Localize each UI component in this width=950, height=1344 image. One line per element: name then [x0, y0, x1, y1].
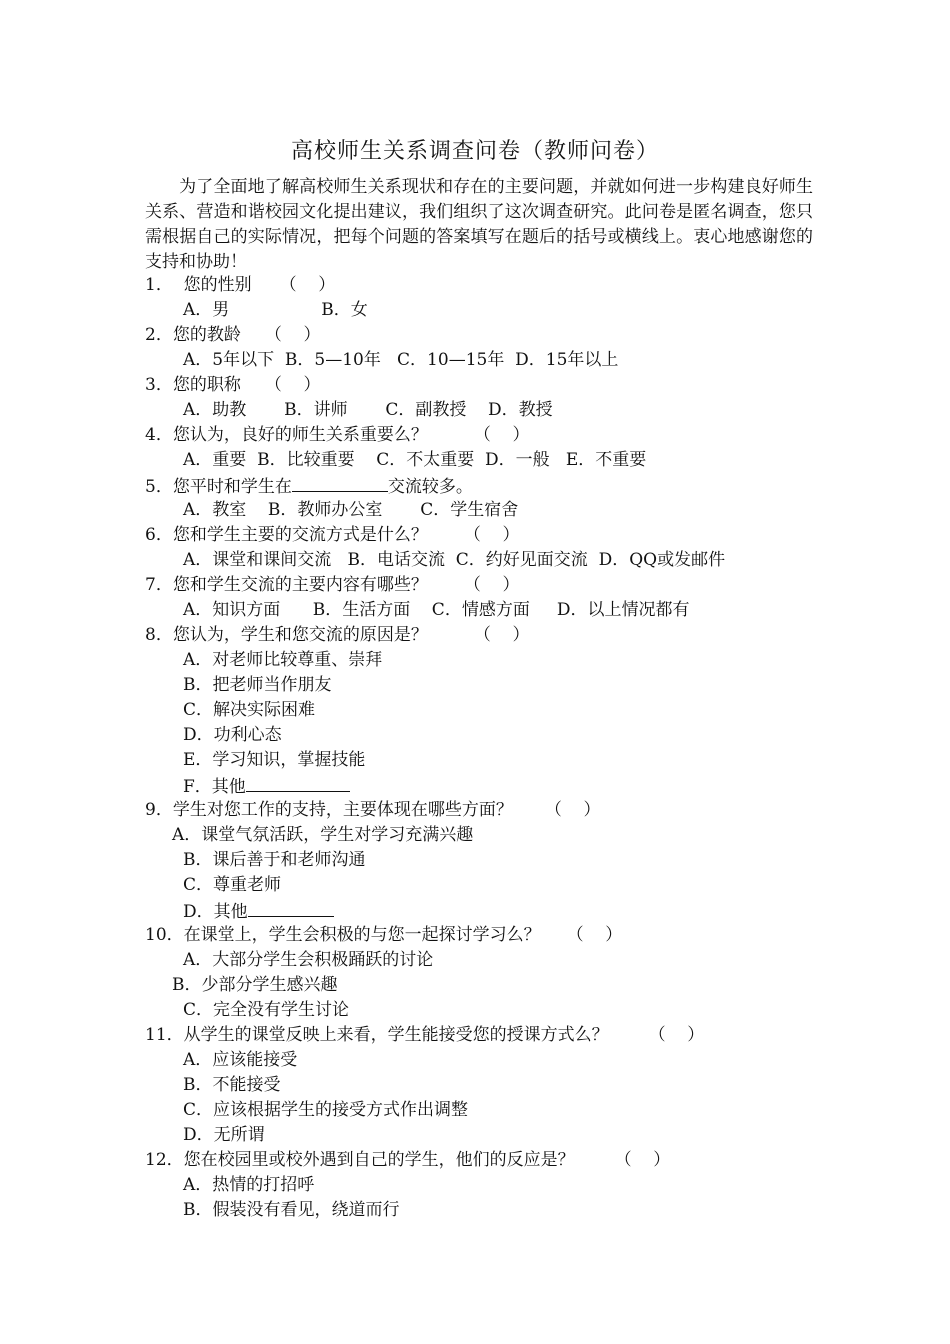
- question-5-options: [0, 498, 950, 523]
- option-text: D．功利心态: [183, 725, 282, 745]
- option-line[interactable]: A．教室 B．教师办公室 C．学生宿舍: [183, 500, 519, 520]
- option-text: A．应该能接受: [183, 1050, 298, 1070]
- option-b[interactable]: B．女: [321, 300, 368, 320]
- option-line[interactable]: A．重要 B．比较重要 C．不太重要 D．一般 E．不重要: [183, 450, 647, 470]
- question-3: [0, 373, 950, 398]
- fill-in-blank[interactable]: [248, 898, 334, 917]
- option-d[interactable]: [0, 1123, 950, 1148]
- question-4: [0, 423, 950, 448]
- option-b[interactable]: [0, 973, 950, 998]
- answer-parentheses[interactable]: （ ）: [473, 625, 530, 645]
- question-7: [0, 573, 950, 598]
- option-text: B．假装没有看见，绕道而行: [183, 1200, 400, 1220]
- option-text: C．应该根据学生的接受方式作出调整: [183, 1100, 469, 1120]
- question-1-options: [0, 298, 950, 323]
- option-b[interactable]: [0, 673, 950, 698]
- answer-parentheses[interactable]: （ ）: [264, 325, 321, 345]
- option-line[interactable]: A．课堂和课间交流 B．电话交流 C．约好见面交流 D．QQ或发邮件: [183, 550, 726, 570]
- question-4-options: [0, 448, 950, 473]
- option-text: B．少部分学生感兴趣: [172, 975, 338, 995]
- answer-parentheses[interactable]: （ ）: [463, 575, 520, 595]
- option-c[interactable]: [0, 873, 950, 898]
- option-text: F．其他: [183, 777, 246, 797]
- question-9: [0, 798, 950, 823]
- question-text: 4．您认为，良好的师生关系重要么？: [145, 425, 428, 445]
- question-text-end: 交流较多。: [387, 477, 473, 497]
- question-5: [0, 473, 950, 498]
- option-text: A．热情的打招呼: [183, 1175, 315, 1195]
- question-text: 6．您和学生主要的交流方式是什么？: [145, 525, 428, 545]
- question-text: 10．在课堂上，学生会积极的与您一起探讨学习么？: [145, 925, 541, 945]
- fill-in-blank[interactable]: [292, 473, 388, 492]
- option-text: B．不能接受: [183, 1075, 281, 1095]
- question-6-options: [0, 548, 950, 573]
- option-c[interactable]: [0, 998, 950, 1023]
- option-a[interactable]: [0, 1173, 950, 1198]
- fill-in-blank[interactable]: [246, 773, 350, 792]
- option-line[interactable]: A．5年以下 B．5—10年 C．10—15年 D．15年以上: [183, 350, 619, 370]
- option-text: A．对老师比较尊重、崇拜: [183, 650, 383, 670]
- option-text: B．把老师当作朋友: [183, 675, 332, 695]
- question-1: [0, 273, 950, 298]
- option-f[interactable]: [0, 773, 950, 798]
- answer-parentheses[interactable]: （ ）: [264, 375, 321, 395]
- question-text: 7．您和学生交流的主要内容有哪些？: [145, 575, 428, 595]
- question-2: [0, 323, 950, 348]
- intro-text: 为了全面地了解高校师生关系现状和存在的主要问题，并就如何进一步构建良好师生关系、营造和谐校园文化提出建议，我们组织了这次调查研究。此问卷是匿名调查，您只需根据自己的实际情况，把每个问题的答案填写在题后的括号或横线上。衷心地感谢您的支持和协助！: [145, 177, 813, 272]
- answer-parentheses[interactable]: （ ）: [463, 525, 520, 545]
- option-d[interactable]: [0, 898, 950, 923]
- question-7-options: [0, 598, 950, 623]
- option-text: E．学习知识，掌握技能: [183, 750, 366, 770]
- option-a[interactable]: [0, 823, 950, 848]
- option-a[interactable]: [0, 1048, 950, 1073]
- option-text: C．尊重老师: [183, 875, 282, 895]
- option-a[interactable]: [0, 948, 950, 973]
- intro-paragraph: [145, 175, 813, 275]
- question-3-options: [0, 398, 950, 423]
- answer-parentheses[interactable]: （ ）: [279, 275, 336, 295]
- page-title: 高校师生关系调查问卷（教师问卷）: [290, 139, 659, 164]
- question-text: 1． 您的性别: [145, 275, 252, 295]
- question-text: 8．您认为，学生和您交流的原因是？: [145, 625, 428, 645]
- option-text: A．大部分学生会积极踊跃的讨论: [183, 950, 434, 970]
- answer-parentheses[interactable]: （ ）: [614, 1150, 671, 1170]
- question-11: [0, 1023, 950, 1048]
- question-2-options: [0, 348, 950, 373]
- answer-parentheses[interactable]: （ ）: [473, 425, 530, 445]
- question-text: 2．您的教龄: [145, 325, 241, 345]
- option-text: D．其他: [183, 902, 248, 922]
- question-text: 3．您的职称: [145, 375, 241, 395]
- option-text: C．完全没有学生讨论: [183, 1000, 350, 1020]
- option-text: A．课堂气氛活跃，学生对学习充满兴趣: [172, 825, 474, 845]
- option-b[interactable]: [0, 848, 950, 873]
- option-text: B．课后善于和老师沟通: [183, 850, 366, 870]
- option-a[interactable]: A．男: [183, 300, 230, 320]
- question-list: [0, 273, 950, 1223]
- option-c[interactable]: [0, 698, 950, 723]
- question-text: 11．从学生的课堂反映上来看，学生能接受您的授课方式么？: [145, 1025, 609, 1045]
- question-text: 5．您平时和学生在: [145, 477, 292, 497]
- option-c[interactable]: [0, 1098, 950, 1123]
- answer-parentheses[interactable]: （ ）: [566, 925, 623, 945]
- question-text: 9．学生对您工作的支持，主要体现在哪些方面？: [145, 800, 513, 820]
- answer-parentheses[interactable]: （ ）: [544, 800, 601, 820]
- option-text: D．无所谓: [183, 1125, 265, 1145]
- option-b[interactable]: [0, 1073, 950, 1098]
- option-e[interactable]: [0, 748, 950, 773]
- option-line[interactable]: A．知识方面 B．生活方面 C．情感方面 D．以上情况都有: [183, 600, 690, 620]
- option-d[interactable]: [0, 723, 950, 748]
- question-10: [0, 923, 950, 948]
- answer-parentheses[interactable]: （ ）: [648, 1025, 705, 1045]
- question-8: [0, 623, 950, 648]
- option-text: C．解决实际困难: [183, 700, 316, 720]
- option-b[interactable]: [0, 1198, 950, 1223]
- option-a[interactable]: [0, 648, 950, 673]
- question-text: 12．您在校园里或校外遇到自己的学生，他们的反应是？: [145, 1150, 575, 1170]
- option-line[interactable]: A．助教 B．讲师 C．副教授 D．教授: [183, 400, 553, 420]
- question-12: [0, 1148, 950, 1173]
- question-6: [0, 523, 950, 548]
